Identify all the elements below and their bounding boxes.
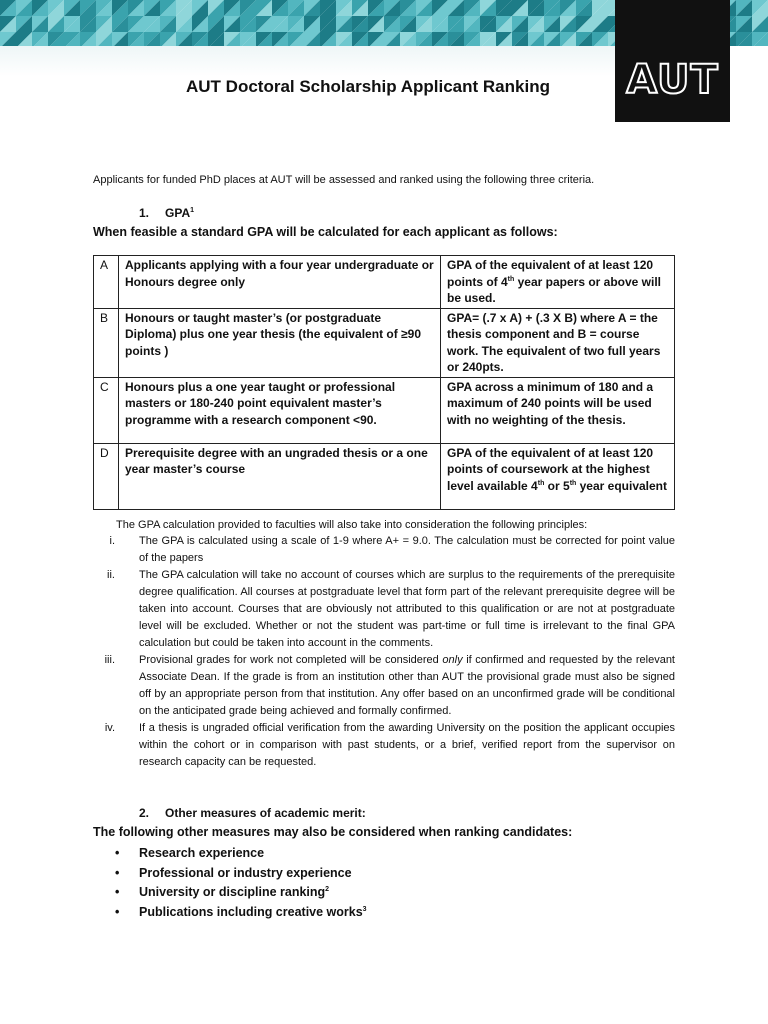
section-2-number: 2.	[139, 806, 150, 820]
row-description: Applicants applying with a four year undergraduate or Honours degree only	[119, 256, 441, 309]
table-row	[94, 256, 675, 309]
row-calculation: GPA across a minimum of 180 and a maximum of 240 points will be used with no weighting of the thesis.	[441, 377, 675, 443]
row-calculation: GPA= (.7 x A) + (.3 X B) where A = the thesis component and B = course work. The equivalent of two full years or 240pts.	[441, 308, 675, 377]
list-item	[93, 883, 367, 903]
list-text: If a thesis is ungraded official verification from the awarding University on the position the applicant occupies within the cohort or in comparison with past students, or a brief, verified report from the supervisor on research capacity can be requested.	[139, 722, 675, 768]
aut-logo[interactable]	[615, 0, 730, 122]
section-2-heading	[139, 806, 366, 820]
list-item	[93, 567, 675, 652]
list-number: iii.	[104, 654, 115, 666]
row-code: A	[94, 256, 119, 309]
list-item	[93, 533, 675, 567]
list-item	[93, 652, 675, 720]
row-description: Honours plus a one year taught or professional masters or 180-240 point equivalent master’s programme with a research component <90.	[119, 377, 441, 443]
section-2-title: Other measures of academic merit:	[165, 806, 366, 820]
list-text: Professional or industry experience	[139, 865, 352, 880]
row-description: Honours or taught master’s (or postgraduate Diploma) plus one year thesis (the equivalent of ≥90 points )	[119, 308, 441, 377]
footnote-marker[interactable]: 1	[190, 207, 195, 214]
row-code: C	[94, 377, 119, 443]
row-calculation: GPA of the equivalent of at least 120 points of 4th year papers or above will be used.	[441, 256, 675, 309]
list-text: The GPA calculation will take no account of courses which are surplus to the requirements of the prerequisite degree qualification. All courses at postgraduate level that form part of the relevant prerequisite degree will be taken into account. Courses that are obviously not attributed to this qualification or are not at postgraduate level will be excluded. Whether or not the student was part-time or full time is irrelevant to the final GPA calculation but could be taken into account in the comments.	[139, 569, 675, 649]
row-calculation: GPA of the equivalent of at least 120 points of coursework at the highest level available 4th or 5th year equivalent	[441, 443, 675, 509]
list-item	[93, 720, 675, 771]
table-row	[94, 443, 675, 509]
list-item	[93, 903, 367, 923]
section-1-lead: When feasible a standard GPA will be calculated for each applicant as follows:	[93, 225, 558, 239]
row-description: Prerequisite degree with an ungraded thesis or a one year master’s course	[119, 443, 441, 509]
bullet-icon: •	[115, 885, 120, 899]
intro-text: Applicants for funded PhD places at AUT will be assessed and ranked using the following three criteria.	[93, 174, 595, 186]
footnote-marker[interactable]: 2	[325, 885, 330, 893]
merit-list	[93, 844, 367, 922]
list-item	[93, 864, 367, 884]
row-code: B	[94, 308, 119, 377]
list-text: University or discipline ranking	[139, 885, 326, 899]
bullet-icon: •	[115, 865, 120, 880]
list-text: Research experience	[139, 846, 265, 860]
logo-text: AUT	[626, 57, 719, 103]
principles-intro: The GPA calculation provided to faculties will also take into consideration the following principles:	[116, 519, 588, 531]
section-2-lead: The following other measures may also be considered when ranking candidates:	[93, 825, 573, 839]
list-number: iv.	[104, 722, 115, 734]
list-number: i.	[109, 535, 115, 547]
section-1-title: GPA	[165, 206, 191, 220]
row-code: D	[94, 443, 119, 509]
list-number: ii.	[107, 569, 115, 581]
section-1-number: 1.	[139, 206, 150, 220]
list-text: Publications including creative works	[139, 904, 363, 919]
list-text: The GPA is calculated using a scale of 1-9 where A+ = 9.0. The calculation must be corrected for point value of the papers	[139, 535, 675, 564]
list-text: Provisional grades for work not completed will be considered only if confirmed and requested by the relevant Associate Dean. If the grade is from an institution other than AUT the provisional grade must also be signed off by an appropriate person from that institution. Any offer based on an unconfirmed grade will be conditional on the anticipated grade being achieved and formally confirmed.	[139, 654, 675, 717]
table-row	[94, 377, 675, 443]
table-row	[94, 308, 675, 377]
principles-list	[93, 533, 675, 771]
bullet-icon: •	[115, 846, 120, 860]
list-item	[93, 844, 367, 864]
page-title: AUT Doctoral Scholarship Applicant Ranking	[186, 77, 550, 96]
section-1-heading	[139, 206, 194, 220]
gpa-table	[93, 255, 675, 510]
footnote-marker[interactable]: 3	[362, 905, 367, 913]
bullet-icon: •	[115, 904, 120, 919]
